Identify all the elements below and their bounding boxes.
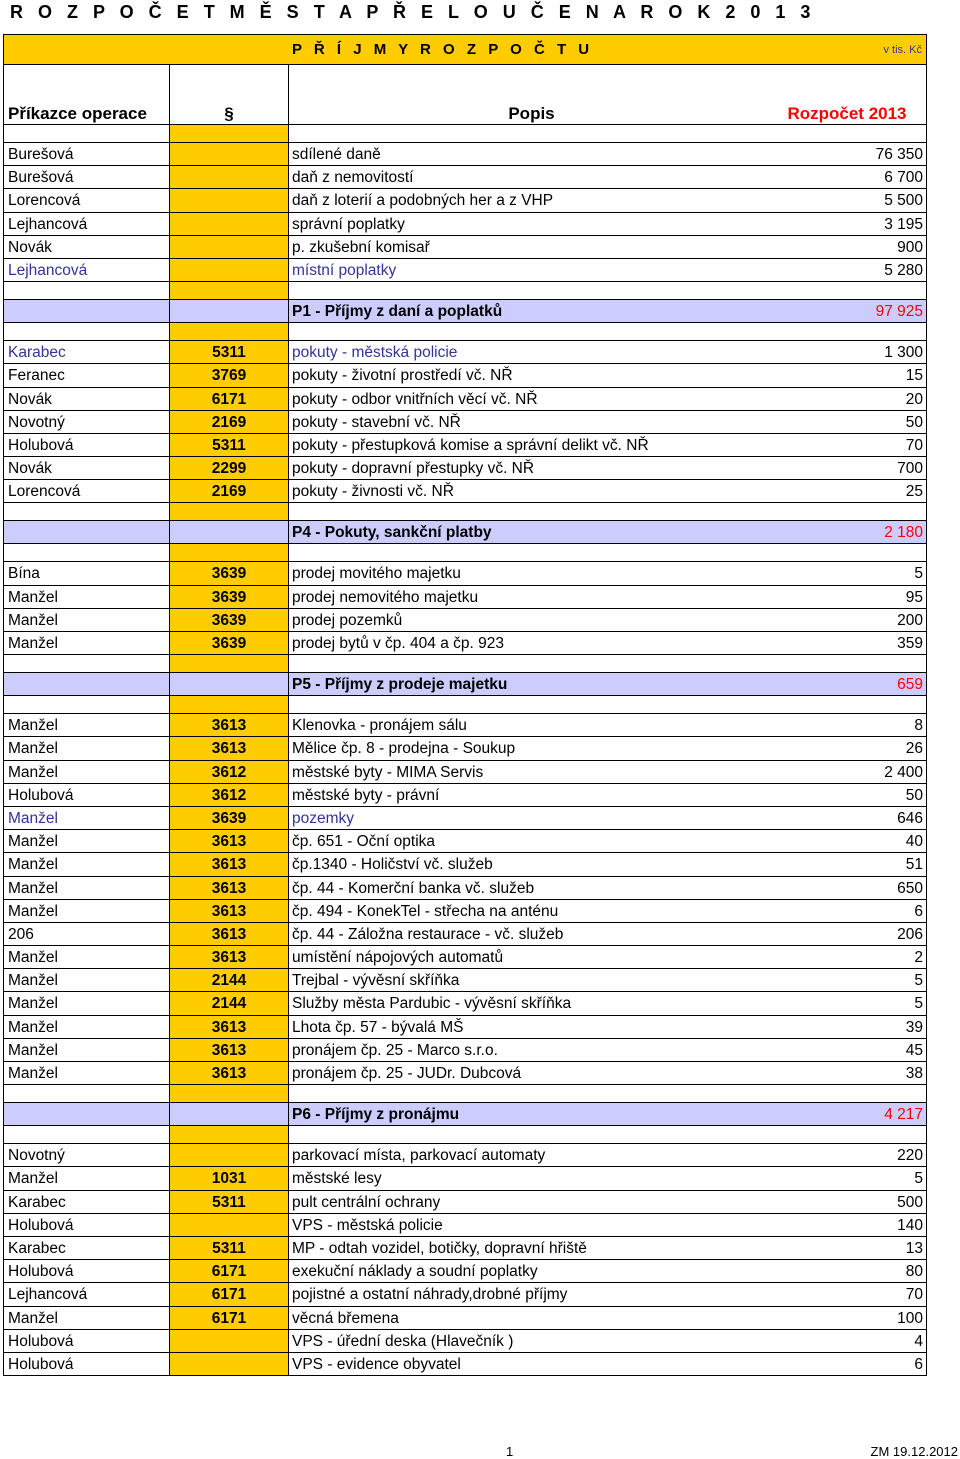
cell-popis: daň z nemovitostí <box>292 169 414 187</box>
cell-popis: Trejbal - vývěsní skříňka <box>292 972 460 990</box>
blank-row <box>4 1126 926 1144</box>
table-row <box>4 213 926 236</box>
table-row <box>4 969 926 992</box>
cell-rozpocet: 25 <box>905 483 923 501</box>
cell-prikazce: Karabec <box>4 341 170 363</box>
cell-prikazce: Manžel <box>4 1016 170 1038</box>
cell-prikazce: Manžel <box>4 761 170 783</box>
subtotal-row <box>4 300 926 323</box>
cell-rozpocet: 50 <box>905 413 923 431</box>
cell-paragraph <box>170 189 289 211</box>
cell-paragraph: 5311 <box>170 1191 289 1213</box>
cell-popis: pult centrální ochrany <box>292 1193 441 1211</box>
cell-paragraph <box>170 1330 289 1352</box>
cell-prikazce: Holubová <box>4 1260 170 1282</box>
cell-rozpocet: 70 <box>905 436 923 454</box>
table-row <box>4 923 926 946</box>
cell-rozpocet: 2 400 <box>884 763 923 781</box>
cell-prikazce: Manžel <box>4 1307 170 1329</box>
cell-popis: exekuční náklady a soudní poplatky <box>292 1263 538 1281</box>
cell-popis: daň z loterií a podobných her a z VHP <box>292 192 554 210</box>
table-row <box>4 992 926 1015</box>
cell-popis: Lhota čp. 57 - bývalá MŠ <box>292 1018 464 1036</box>
cell-prikazce: Novák <box>4 388 170 410</box>
budget-table <box>3 34 927 1376</box>
cell-rozpocet: 646 <box>897 809 923 827</box>
table-row <box>4 1330 926 1353</box>
cell-rozpocet: 76 350 <box>875 146 923 163</box>
cell-paragraph: 3613 <box>170 737 289 759</box>
cell-prikazce: Manžel <box>4 969 170 991</box>
cell-paragraph: 3613 <box>170 1062 289 1084</box>
cell-prikazce: Novák <box>4 236 170 258</box>
blank-row <box>4 125 926 143</box>
cell-paragraph: 3613 <box>170 714 289 736</box>
cell-rozpocet: 15 <box>905 367 923 385</box>
cell-paragraph: 2169 <box>170 411 289 433</box>
cell-paragraph: 3613 <box>170 877 289 899</box>
cell-rozpocet: 6 700 <box>884 169 923 187</box>
table-row <box>4 1260 926 1283</box>
cell-prikazce: Holubová <box>4 1353 170 1375</box>
col-header-popis: Popis <box>508 104 555 123</box>
cell-popis: čp.1340 - Holičství vč. služeb <box>292 856 493 874</box>
cell-rozpocet: 80 <box>905 1263 923 1281</box>
cell-prikazce: Manžel <box>4 830 170 852</box>
cell-prikazce: Manžel <box>4 1062 170 1084</box>
cell-popis: umístění nápojových automatů <box>292 949 504 967</box>
cell-rozpocet: 140 <box>897 1216 923 1234</box>
cell-rozpocet: 6 <box>914 1355 923 1373</box>
table-row <box>4 259 926 282</box>
cell-rozpocet: 5 <box>914 972 923 990</box>
cell-rozpocet: 5 <box>914 1170 923 1188</box>
cell-rozpocet: 40 <box>905 833 923 851</box>
cell-paragraph: 2169 <box>170 480 289 502</box>
cell-paragraph <box>170 166 289 188</box>
table-row <box>4 900 926 923</box>
table-row <box>4 236 926 259</box>
cell-prikazce: 206 <box>4 923 170 945</box>
table-row <box>4 1016 926 1039</box>
subtotal-label: P5 - Příjmy z prodeje majetku <box>292 676 508 694</box>
table-row <box>4 364 926 387</box>
cell-rozpocet: 5 <box>914 995 923 1013</box>
cell-prikazce: Manžel <box>4 586 170 608</box>
cell-prikazce: Lejhancová <box>4 259 170 281</box>
cell-popis: pokuty - přestupková komise a správní delikt vč. NŘ <box>292 436 649 454</box>
cell-prikazce: Manžel <box>4 807 170 829</box>
table-row <box>4 714 926 737</box>
cell-paragraph: 3769 <box>170 364 289 386</box>
cell-paragraph: 3639 <box>170 609 289 631</box>
cell-rozpocet: 5 500 <box>884 192 923 210</box>
cell-rozpocet: 1 300 <box>884 344 923 362</box>
cell-prikazce: Manžel <box>4 632 170 654</box>
table-row <box>4 946 926 969</box>
cell-paragraph <box>170 213 289 235</box>
cell-paragraph: 2144 <box>170 992 289 1014</box>
cell-popis: prodej nemovitého majetku <box>292 588 479 606</box>
table-row <box>4 1353 926 1376</box>
cell-paragraph <box>170 236 289 258</box>
cell-popis: prodej pozemků <box>292 611 403 629</box>
table-row <box>4 830 926 853</box>
cell-paragraph: 3613 <box>170 1016 289 1038</box>
table-row <box>4 434 926 457</box>
cell-rozpocet: 100 <box>897 1309 923 1327</box>
cell-prikazce: Burešová <box>4 166 170 188</box>
cell-rozpocet: 39 <box>905 1018 923 1036</box>
cell-prikazce: Lorencová <box>4 480 170 502</box>
cell-paragraph: 3639 <box>170 562 289 584</box>
table-row <box>4 341 926 364</box>
subtotal-value: 659 <box>897 676 923 694</box>
page-number: 1 <box>506 1444 514 1459</box>
cell-popis: pozemky <box>292 809 355 827</box>
blank-row <box>4 282 926 300</box>
cell-popis: pokuty - stavební vč. NŘ <box>292 413 461 431</box>
table-row <box>4 1167 926 1190</box>
cell-prikazce: Novotný <box>4 411 170 433</box>
cell-rozpocet: 5 <box>914 565 923 583</box>
cell-rozpocet: 2 <box>914 949 923 967</box>
cell-rozpocet: 70 <box>905 1286 923 1304</box>
cell-prikazce: Manžel <box>4 992 170 1014</box>
blank-row <box>4 503 926 521</box>
cell-paragraph: 3613 <box>170 946 289 968</box>
table-row <box>4 609 926 632</box>
cell-paragraph: 3639 <box>170 586 289 608</box>
cell-rozpocet: 50 <box>905 786 923 804</box>
cell-prikazce: Holubová <box>4 1330 170 1352</box>
cell-popis: sdílené daně <box>292 146 381 163</box>
cell-rozpocet: 500 <box>897 1193 923 1211</box>
table-row <box>4 1237 926 1260</box>
cell-popis: VPS - evidence obyvatel <box>292 1355 461 1373</box>
cell-rozpocet: 4 <box>914 1332 923 1350</box>
cell-prikazce: Holubová <box>4 784 170 806</box>
cell-prikazce: Bína <box>4 562 170 584</box>
cell-popis: parkovací místa, parkovací automaty <box>292 1147 546 1165</box>
cell-paragraph: 5311 <box>170 1237 289 1259</box>
page-title: R O Z P O Č E T M Ě S T A P Ř E L O U Č E N A R O K 2 0 1 3 <box>10 2 816 22</box>
col-header-prikazce: Příkazce operace <box>4 65 170 124</box>
cell-paragraph: 3613 <box>170 830 289 852</box>
cell-paragraph: 3639 <box>170 632 289 654</box>
cell-rozpocet: 359 <box>897 635 923 652</box>
cell-popis: pronájem čp. 25 - JUDr. Dubcová <box>292 1065 522 1082</box>
cell-rozpocet: 200 <box>897 611 923 629</box>
cell-paragraph: 3613 <box>170 900 289 922</box>
blank-row <box>4 655 926 673</box>
cell-paragraph: 2299 <box>170 457 289 479</box>
cell-paragraph: 5311 <box>170 341 289 363</box>
cell-rozpocet: 45 <box>905 1041 923 1059</box>
subtotal-value: 4 217 <box>884 1106 923 1124</box>
subtotal-label: P6 - Příjmy z pronájmu <box>292 1106 460 1124</box>
table-row <box>4 143 926 166</box>
cell-rozpocet: 650 <box>897 879 923 897</box>
cell-popis: pojistné a ostatní náhrady,drobné příjmy <box>292 1286 568 1304</box>
table-row <box>4 189 926 212</box>
cell-prikazce: Novotný <box>4 1144 170 1166</box>
cell-prikazce: Feranec <box>4 364 170 386</box>
cell-prikazce: Manžel <box>4 877 170 899</box>
subtotal-label: P1 - Příjmy z daní a poplatků <box>292 303 503 321</box>
cell-rozpocet: 51 <box>905 856 923 874</box>
blank-row <box>4 323 926 341</box>
cell-popis: městské lesy <box>292 1170 382 1188</box>
cell-prikazce: Holubová <box>4 434 170 456</box>
subtotal-value: 97 925 <box>875 303 923 321</box>
cell-prikazce: Manžel <box>4 609 170 631</box>
cell-paragraph: 3639 <box>170 807 289 829</box>
cell-popis: čp. 44 - Záložna restaurace - vč. služeb <box>292 925 564 943</box>
cell-popis: místní poplatky <box>292 261 397 279</box>
cell-rozpocet: 13 <box>905 1239 923 1257</box>
table-row <box>4 1307 926 1330</box>
cell-paragraph: 6171 <box>170 1283 289 1305</box>
subtotal-value: 2 180 <box>884 524 923 542</box>
cell-paragraph: 1031 <box>170 1167 289 1189</box>
cell-popis: Klenovka - pronájem sálu <box>292 717 467 735</box>
table-row <box>4 1039 926 1062</box>
table-row <box>4 457 926 480</box>
cell-prikazce: Novák <box>4 457 170 479</box>
section-header-row <box>4 35 926 65</box>
blank-row <box>4 544 926 562</box>
cell-prikazce: Manžel <box>4 714 170 736</box>
cell-prikazce: Lejhancová <box>4 1283 170 1305</box>
table-row <box>4 480 926 503</box>
cell-popis: VPS - úřední deska (Hlavečník ) <box>292 1332 514 1350</box>
column-header-row <box>4 65 926 125</box>
cell-rozpocet: 206 <box>897 925 923 943</box>
cell-prikazce: Holubová <box>4 1214 170 1236</box>
table-row <box>4 586 926 609</box>
cell-popis: správní poplatky <box>292 215 405 233</box>
cell-popis: pokuty - živnosti vč. NŘ <box>292 483 454 501</box>
cell-popis: městské byty - právní <box>292 786 440 804</box>
cell-popis: prodej movitého majetku <box>292 565 461 583</box>
table-row <box>4 761 926 784</box>
cell-rozpocet: 8 <box>914 717 923 735</box>
cell-popis: městské byty - MIMA Servis <box>292 763 484 781</box>
cell-prikazce: Burešová <box>4 143 170 165</box>
table-row <box>4 784 926 807</box>
table-row <box>4 388 926 411</box>
table-row <box>4 632 926 655</box>
cell-paragraph: 6171 <box>170 1260 289 1282</box>
cell-popis: čp. 651 - Oční optika <box>292 833 436 851</box>
cell-popis: pokuty - životní prostředí vč. NŘ <box>292 367 513 385</box>
cell-rozpocet: 5 280 <box>884 261 923 279</box>
section-title: P Ř Í J M Y R O Z P O Č T U <box>292 41 594 58</box>
cell-rozpocet: 20 <box>905 390 923 408</box>
blank-row <box>4 1085 926 1103</box>
cell-popis: čp. 494 - KonekTel - střecha na anténu <box>292 902 559 920</box>
cell-popis: prodej bytů v čp. 404 a čp. 923 <box>292 635 504 652</box>
cell-rozpocet: 95 <box>905 588 923 606</box>
table-row <box>4 1191 926 1214</box>
table-row <box>4 1214 926 1237</box>
cell-rozpocet: 700 <box>897 460 923 478</box>
cell-paragraph <box>170 259 289 281</box>
cell-prikazce: Manžel <box>4 853 170 875</box>
cell-popis: pokuty - městská policie <box>292 344 458 362</box>
cell-paragraph: 3613 <box>170 923 289 945</box>
subtotal-row <box>4 1103 926 1126</box>
cell-rozpocet: 6 <box>914 902 923 920</box>
cell-popis: VPS - městská policie <box>292 1216 443 1234</box>
cell-paragraph: 3612 <box>170 784 289 806</box>
cell-paragraph <box>170 1353 289 1375</box>
cell-prikazce: Karabec <box>4 1237 170 1259</box>
unit-label: v tis. Kč <box>883 44 922 56</box>
cell-paragraph: 3613 <box>170 853 289 875</box>
table-row <box>4 807 926 830</box>
cell-rozpocet: 3 195 <box>884 215 923 233</box>
cell-prikazce: Manžel <box>4 900 170 922</box>
cell-prikazce: Karabec <box>4 1191 170 1213</box>
table-row <box>4 877 926 900</box>
cell-popis: Služby města Pardubic - vývěsní skříňka <box>292 995 572 1013</box>
cell-prikazce: Manžel <box>4 946 170 968</box>
cell-popis: MP - odtah vozidel, botičky, dopravní hřiště <box>292 1239 587 1257</box>
cell-popis: pokuty - dopravní přestupky vč. NŘ <box>292 460 535 478</box>
cell-prikazce: Manžel <box>4 1039 170 1061</box>
cell-rozpocet: 900 <box>897 238 923 256</box>
cell-paragraph: 2144 <box>170 969 289 991</box>
table-row <box>4 562 926 585</box>
table-row <box>4 853 926 876</box>
table-row <box>4 1062 926 1085</box>
col-header-paragraph: § <box>170 65 289 124</box>
table-row <box>4 737 926 760</box>
cell-paragraph <box>170 143 289 165</box>
subtotal-label: P4 - Pokuty, sankční platby <box>292 524 492 542</box>
cell-popis: p. zkušební komisař <box>292 238 430 256</box>
cell-paragraph <box>170 1214 289 1236</box>
cell-rozpocet: 38 <box>905 1065 923 1082</box>
cell-paragraph: 6171 <box>170 1307 289 1329</box>
table-row <box>4 411 926 434</box>
cell-prikazce: Lorencová <box>4 189 170 211</box>
cell-paragraph: 3612 <box>170 761 289 783</box>
cell-prikazce: Manžel <box>4 737 170 759</box>
cell-prikazce: Manžel <box>4 1167 170 1189</box>
subtotal-row <box>4 673 926 696</box>
col-header-rozpocet: Rozpočet 2013 <box>787 104 907 123</box>
cell-paragraph <box>170 1144 289 1166</box>
table-row <box>4 166 926 189</box>
blank-row <box>4 696 926 714</box>
table-row <box>4 1144 926 1167</box>
cell-popis: čp. 44 - Komerční banka vč. služeb <box>292 879 535 897</box>
cell-popis: Mělice čp. 8 - prodejna - Soukup <box>292 740 516 758</box>
cell-rozpocet: 220 <box>897 1147 923 1165</box>
cell-prikazce: Lejhancová <box>4 213 170 235</box>
cell-paragraph: 3613 <box>170 1039 289 1061</box>
cell-popis: věcná břemena <box>292 1309 399 1327</box>
cell-rozpocet: 26 <box>905 740 923 758</box>
cell-paragraph: 5311 <box>170 434 289 456</box>
footer-date: ZM 19.12.2012 <box>870 1444 958 1459</box>
table-row <box>4 1283 926 1306</box>
cell-paragraph: 6171 <box>170 388 289 410</box>
subtotal-row <box>4 521 926 544</box>
cell-popis: pokuty - odbor vnitřních věcí vč. NŘ <box>292 390 538 408</box>
cell-popis: pronájem čp. 25 - Marco s.r.o. <box>292 1041 498 1059</box>
